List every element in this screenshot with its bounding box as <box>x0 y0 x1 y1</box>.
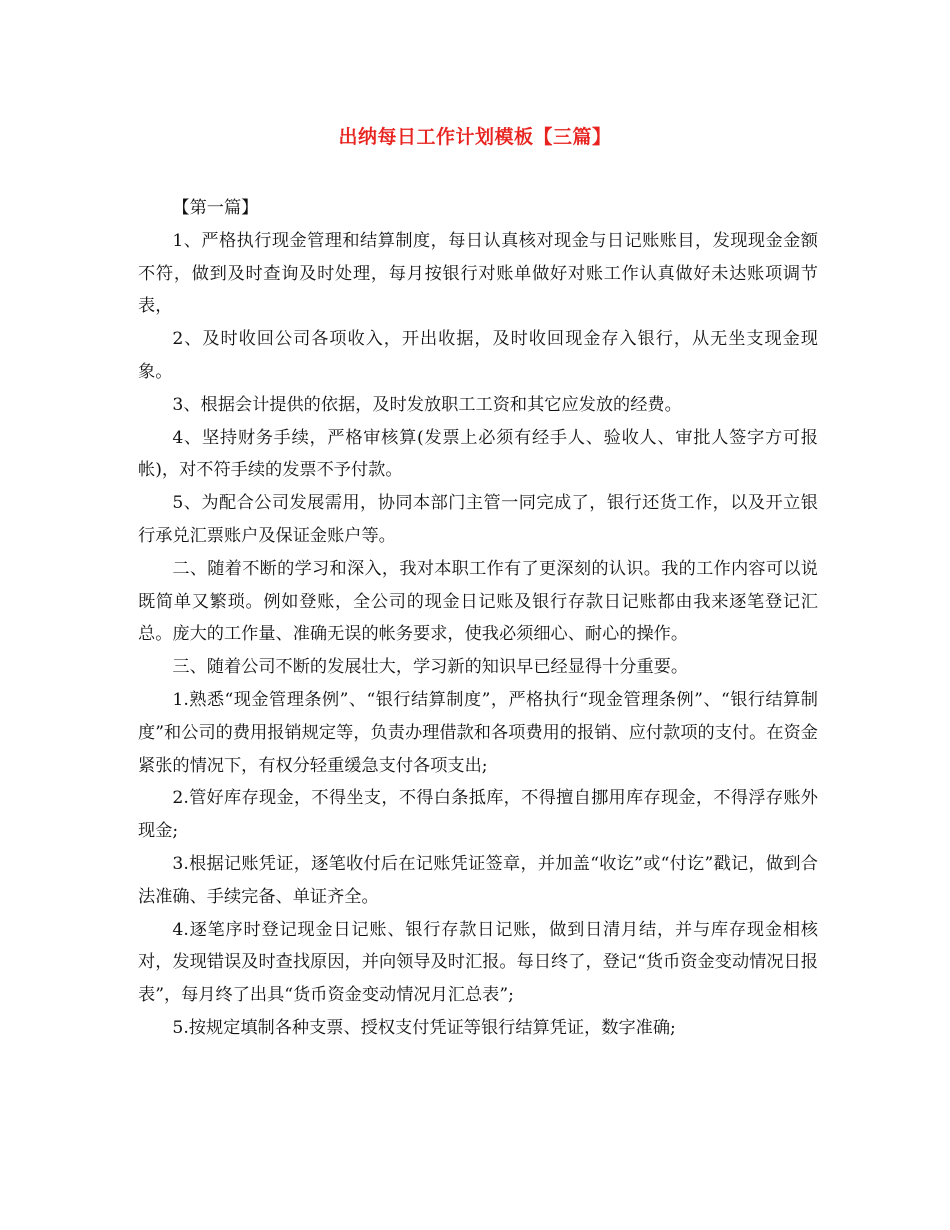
document-body <box>138 192 818 1045</box>
paragraph: 2、及时收回公司各项收入，开出收据，及时收回现金存入银行，从无坐支现金现象。 <box>138 329 818 382</box>
paragraph: 二、随着不断的学习和深入，我对本职工作有了更深刻的认识。我的工作内容可以说既简单又繁琐。例如登账，全公司的现金日记账及银行存款日记账都由我来逐笔登记汇总。庞大的工作量、准确无误的帐务要求，使我必须细心、耐心的操作。 <box>138 558 818 645</box>
paragraph: 4.逐笔序时登记现金日记账、银行存款日记账，做到日清月结，并与库存现金相核对，发现错误及时查找原因，并向领导及时汇报。每日终了，登记“货币资金变动情况日报表”，每月终了出具“货币资金变动情况月汇总表”; <box>138 919 818 1006</box>
paragraph: 3、根据会计提供的依据，及时发放职工工资和其它应发放的经费。 <box>172 394 682 415</box>
paragraph: 1、严格执行现金管理和结算制度，每日认真核对现金与日记账账目，发现现金金额不符，做到及时查询及时处理，每月按银行对账单做好对账工作认真做好未达账项调节表， <box>138 230 818 317</box>
paragraph: 5、为配合公司发展需用，协同本部门主管一同完成了，银行还货工作，以及开立银行承兑汇票账户及保证金账户等。 <box>138 493 818 546</box>
section-heading: 【第一篇】 <box>172 198 259 218</box>
paragraph: 三、随着公司不断的发展壮大，学习新的知识早已经显得十分重要。 <box>172 657 689 678</box>
paragraph: 5.按规定填制各种支票、授权支付凭证等银行结算凭证，数字准确; <box>172 1017 676 1038</box>
paragraph: 2.管好库存现金，不得坐支，不得白条抵库，不得擅自挪用库存现金，不得浮存账外现金; <box>138 788 818 842</box>
paragraph: 4、坚持财务手续，严格审核算(发票上必须有经手人、验收人、审批人签字方可报帐)，对不符手续的发票不予付款。 <box>138 427 818 481</box>
paragraph: 1.熟悉“现金管理条例”、“银行结算制度”，严格执行“现金管理条例”、“银行结算制度”和公司的费用报销规定等，负责办理借款和各项费用的报销、应付款项的支付。在资金紧张的情况下，有权分轻重缓急支付各项支出; <box>138 689 818 776</box>
document-title: 出纳每日工作计划模板【三篇】 <box>338 126 612 148</box>
paragraph: 3.根据记账凭证，逐笔收付后在记账凭证签章，并加盖“收讫”或“付讫”戳记，做到合法准确、手续完备、单证齐全。 <box>138 853 818 907</box>
